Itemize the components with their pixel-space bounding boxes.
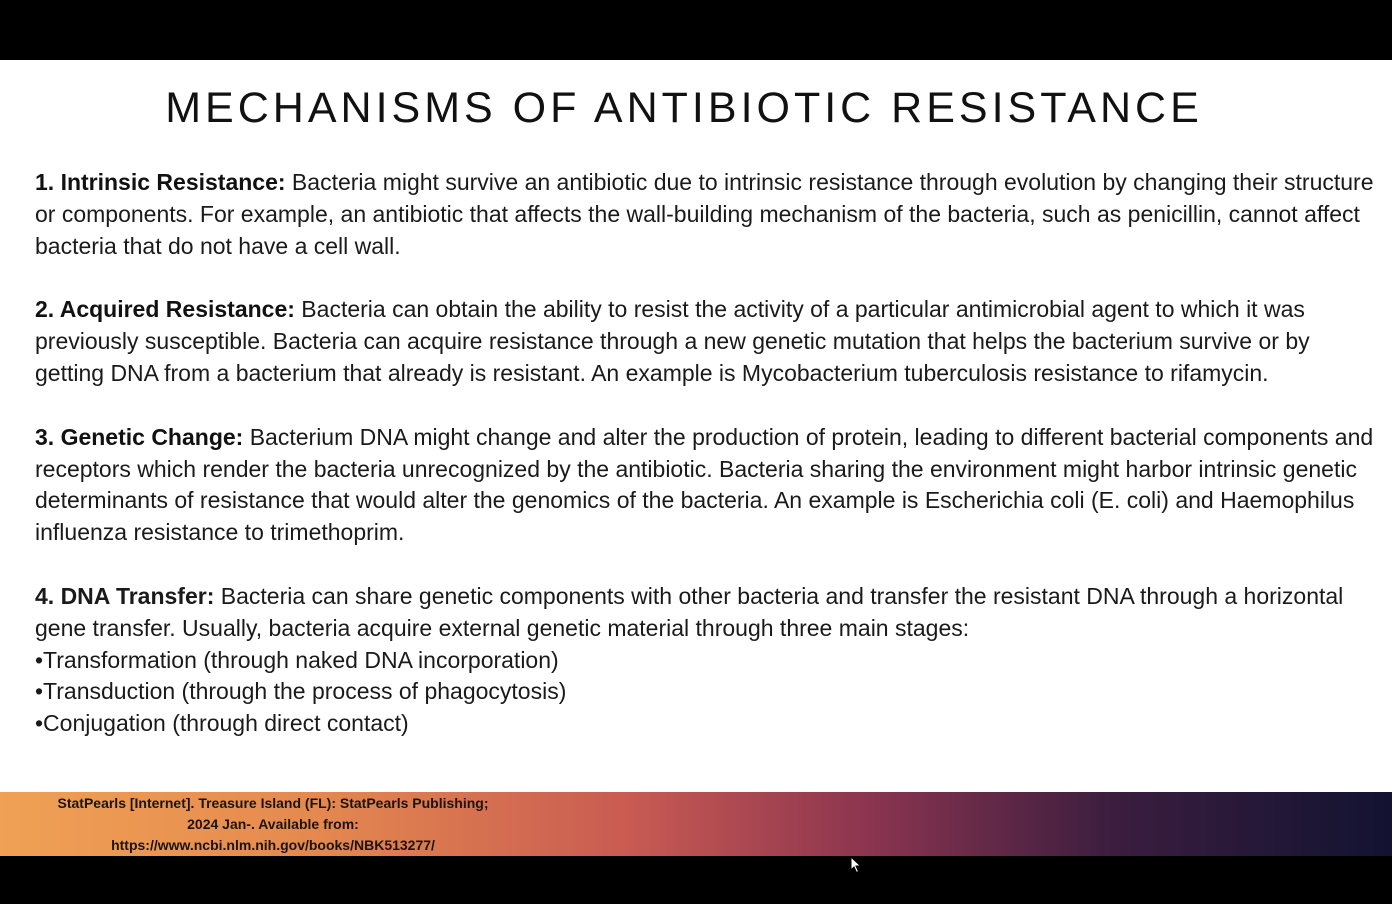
section-heading: 3. Genetic Change: [35,423,244,450]
section-heading: 4. DNA Transfer: [35,582,215,609]
bottom-letterbox-bar [0,856,1392,904]
citation-text [40,792,506,856]
section-heading: 2. Acquired Resistance: [35,296,295,323]
section-intro [35,581,1380,645]
section-acquired-resistance [35,294,1380,389]
mouse-pointer-icon [850,856,862,874]
citation-url: https://www.ncbi.nlm.nih.gov/books/NBK513277/ [111,837,435,853]
bullet-item-transduction: •Transduction (through the process of phagocytosis) [35,678,567,705]
section-text: Bacteria can share genetic components with other bacteria and transfer the resistant DNA through a horizontal gene transfer. Usually, bacteria acquire external genetic material through three main stages: [35,582,1344,641]
section-intrinsic-resistance [35,167,1380,262]
citation-line: 2024 Jan-. Available from: [187,816,359,832]
slide-body [35,167,1380,740]
section-dna-transfer [35,581,1380,740]
section-heading: 1. Intrinsic Resistance: [35,169,286,195]
section-text: Bacteria might survive an antibiotic due to intrinsic resistance through evolution by changing their structure or components. For example, an antibiotic that affects the wall-building mechanism of the bacteria, such as penicillin, cannot affect bacteria that do not have a cell wall. [35,169,1374,259]
section-text: Bacterium DNA might change and alter the production of protein, leading to different bacterial components and receptors which render the bacteria unrecognized by the antibiotic. Bacteria sharing the environment might harbor intrinsic genetic determinants of resistance that would alter the genomics of the bacteria. An example is Escherichia coli (E. coli) and Haemophilus influenza resistance to trimethoprim. [35,423,1374,546]
section-text: Bacteria can obtain the ability to resist the activity of a particular antimicrobial agent to which it was previously susceptible. Bacteria can acquire resistance through a new genetic mutation that helps the bacterium survive or by getting DNA from a bacterium that already is resistant. An example is Mycobacterium tuberculosis resistance to rifamycin. [35,296,1310,386]
presentation-slide [0,60,1392,856]
top-letterbox-bar [0,0,1392,60]
citation-line: StatPearls [Internet]. Treasure Island (FL): StatPearls Publishing; [57,795,489,811]
bullet-item-transformation: •Transformation (through naked DNA incorporation) [35,646,559,673]
slide-title: MECHANISMS OF ANTIBIOTIC RESISTANCE [165,84,1203,132]
section-genetic-change [35,422,1380,549]
bullet-item-conjugation: •Conjugation (through direct contact) [35,710,409,737]
footer-gradient-band [0,792,1392,856]
